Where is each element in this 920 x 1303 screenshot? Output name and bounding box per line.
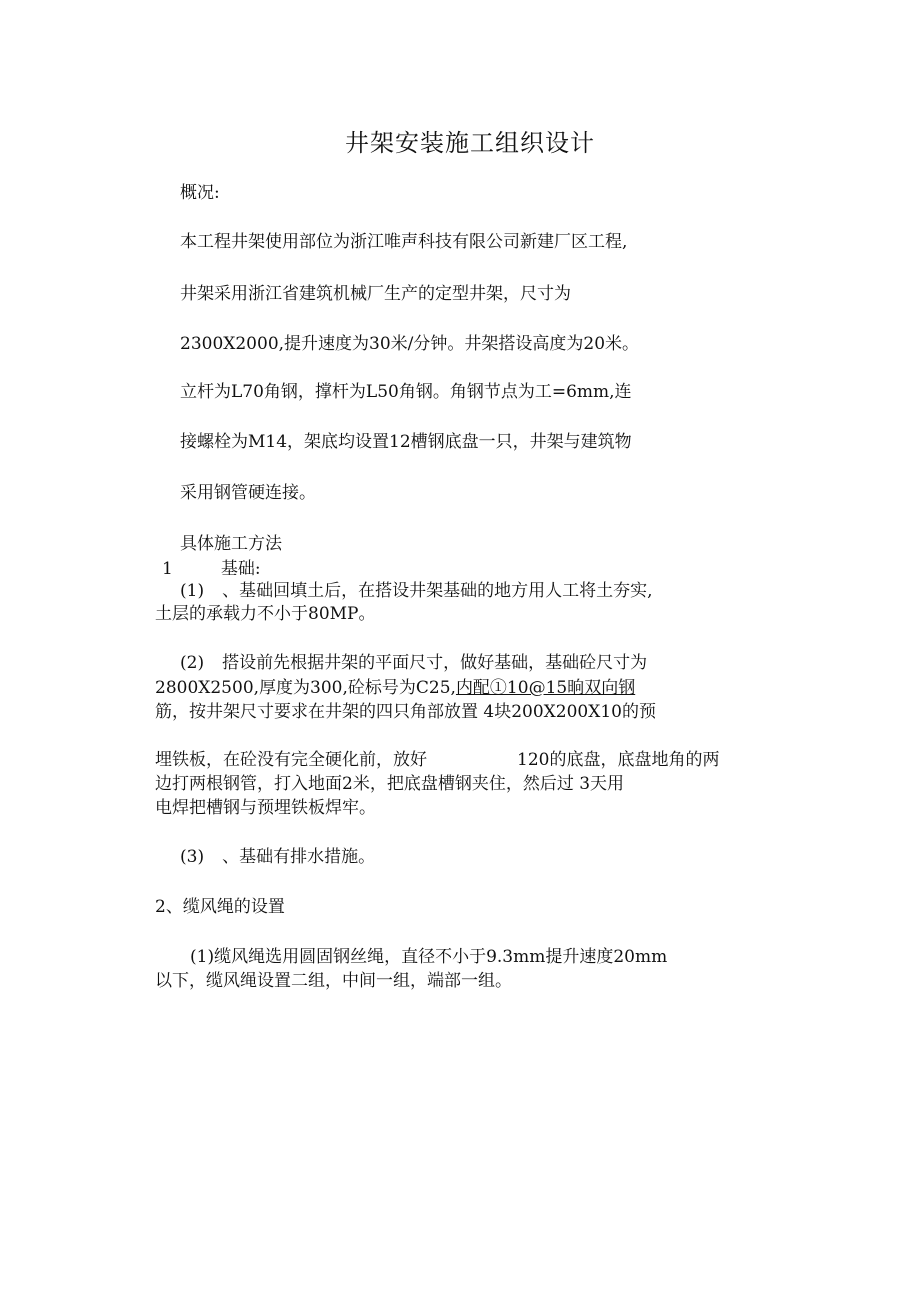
item-2-line-6: 电焊把槽钢与预埋铁板焊牢。 (155, 798, 376, 818)
item-1-text: 、基础回填土后，在搭设井架基础的地方用人工将土夯实, (222, 581, 653, 601)
method-heading: 具体施工方法 (180, 534, 282, 554)
overview-line-3: 2300X2000,提升速度为30米/分钟。井架搭设高度为20米。 (180, 334, 640, 354)
overview-line-6: 采用钢管硬连接。 (180, 483, 316, 503)
overview-line-5: 接螺栓为M14，架底均设置12槽钢底盘一只，井架与建筑物 (180, 432, 632, 452)
item-2-line-2-underlined: 内配①10@15晌双向钢 (455, 678, 636, 698)
section-2-item-1-line-2: 以下，缆风绳设置二组，中间一组，端部一组。 (155, 971, 512, 991)
overview-line-1: 本工程井架使用部位为浙江唯声科技有限公司新建厂区工程, (180, 232, 628, 252)
section-2-item-1-line-1: (1)缆风绳选用圆固钢丝绳，直径不小于9.3mm提升速度20mm (190, 947, 668, 967)
item-2-line-3: 筋，按井架尺寸要求在井架的四只角部放置 4块200X200X10的预 (155, 702, 656, 722)
item-3-line (180, 846, 375, 868)
item-2-number: (2) (180, 653, 205, 673)
overview-line-2: 井架采用浙江省建筑机械厂生产的定型井架，尺寸为 (180, 284, 571, 304)
item-2-line-2 (155, 677, 635, 699)
overview-line-4: 立杆为L70角钢，撑杆为L50角钢。角钢节点为工=6mm,连 (180, 382, 632, 402)
section-1-number: 1 (162, 559, 173, 579)
item-2-line-4 (155, 749, 719, 771)
item-2-line-4-b: 120的底盘，底盘地角的两 (517, 750, 720, 770)
item-2-line-2-a: 2800X2500,厚度为300,砼标号为C25, (155, 678, 456, 698)
overview-heading: 概况: (180, 183, 220, 203)
page-title: 井架安装施工组织设计 (345, 129, 595, 157)
item-2-line-4-a: 埋铁板，在砼没有完全硬化前，放好 (155, 750, 427, 770)
item-3-text: 、基础有排水措施。 (222, 847, 376, 867)
item-2-line-1 (180, 652, 647, 674)
item-3-number: (3) (180, 847, 205, 867)
item-2-line-5: 边打两根钢管，打入地面2米，把底盘槽钢夹住，然后过 3天用 (155, 774, 625, 794)
section-2-heading: 2、缆风绳的设置 (155, 897, 285, 917)
section-1-heading (162, 558, 261, 580)
item-1-line-2: 土层的承载力不小于80MP。 (155, 604, 376, 624)
section-1-title: 基础: (220, 559, 261, 579)
item-1-line-1 (180, 580, 653, 602)
item-1-number: (1) (180, 581, 205, 601)
item-2-text: 搭设前先根据井架的平面尺寸，做好基础，基础砼尺寸为 (222, 653, 648, 673)
